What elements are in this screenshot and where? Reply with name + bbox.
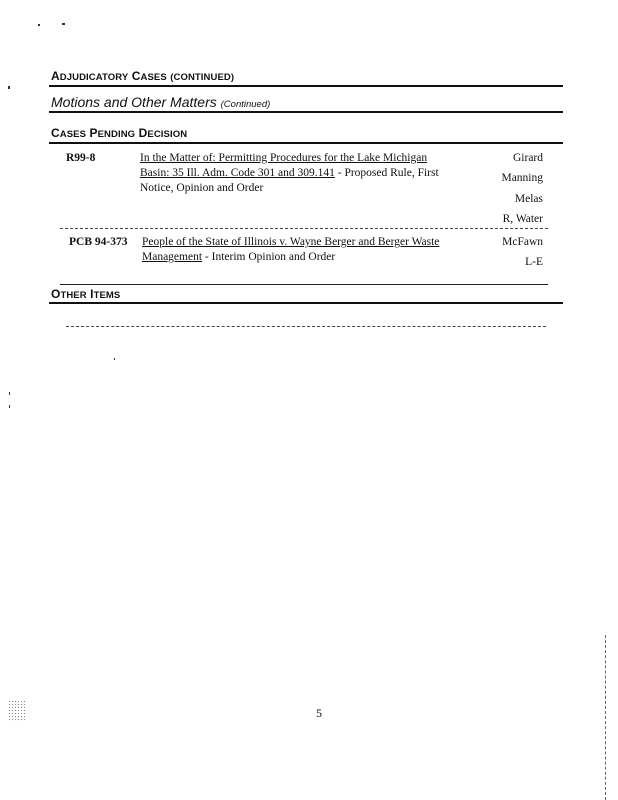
case-title [140,151,480,196]
subsection-title: Motions and Other Matters [51,94,217,110]
case-title-line: - Interim Opinion and Order [202,251,336,263]
subsection-heading-motions [51,94,270,110]
scan-speck [114,358,115,360]
scan-edge-line [605,635,607,800]
row-divider [60,284,548,285]
case-number: R99-8 [66,152,96,164]
heading-letter: C [131,69,141,83]
rule-adjudicatory [49,85,563,87]
case-title-line: Management [142,251,203,263]
case-title-line: - Proposed Rule, First [334,167,439,179]
section-heading-other-items [51,287,120,301]
staff-name: Manning [501,172,543,184]
heading-smallcaps: ECISION [147,129,188,140]
heading-letter: A [51,69,60,83]
heading-smallcaps: ONTINUED [180,72,231,83]
row-divider [60,228,548,229]
scan-speck [9,405,10,408]
heading-letter: O [51,287,61,301]
staff-name: McFawn [502,236,543,248]
staff-name: L-E [525,256,543,268]
case-title-line: People of the State of Illinois v. Wayne Berger and Berger Waste [142,236,440,248]
case-title-line: Notice, Opinion and Order [140,182,264,194]
heading-letter: C [51,126,60,140]
section-heading-adjudicatory [51,69,234,83]
staff-name: R, Water [502,213,543,225]
rule-motions [49,111,563,113]
empty-row-divider [66,326,546,327]
heading-smallcaps: THER [60,290,87,301]
heading-paren-open: (C [170,72,181,83]
section-heading-pending [51,126,187,140]
heading-smallcaps: ASES [140,72,167,83]
staff-name: Girard [512,152,543,164]
scan-speck [62,23,65,25]
case-number: PCB 94-373 [69,236,128,248]
heading-smallcaps: ASES [59,129,87,140]
heading-letter: P [89,126,98,140]
case-title-line: In the Matter of: Permitting Procedures for the Lake Michigan [140,152,428,164]
case-title [142,235,482,265]
rule-pending [49,142,563,144]
heading-letter: I [90,287,94,301]
heading-paren-close: ) [230,72,235,83]
subsection-suffix: (Continued) [220,99,271,110]
rule-other-items [49,302,563,304]
scan-speck [8,86,10,89]
staff-name: Melas [514,193,543,205]
heading-smallcaps: DJUDICATORY [59,72,129,83]
case-title-line: Basin: 35 Ill. Adm. Code 301 and 309.141 [140,167,335,179]
scan-edge-artifact [8,700,26,722]
scan-speck [38,24,40,26]
scan-speck [9,392,10,395]
page-number: 5 [316,706,322,720]
heading-smallcaps: ENDING [97,129,136,140]
heading-smallcaps: TEMS [93,290,121,301]
heading-letter: D [138,126,148,140]
